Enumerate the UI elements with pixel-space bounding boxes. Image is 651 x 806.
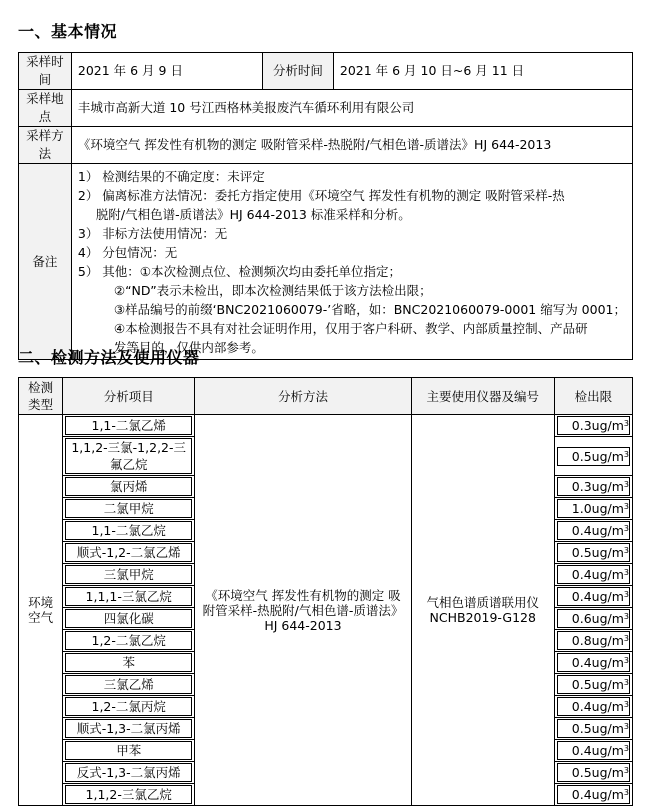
header-type-line2: 类型 — [28, 397, 54, 412]
limit-unit-sup: 3 — [623, 678, 629, 687]
remark-line: 4） 分包情况：无 — [77, 244, 178, 260]
method-instrument-table — [18, 377, 633, 806]
type-line2: 空气 — [28, 610, 54, 625]
analysis-item: 1,2-二氯丙烷 — [65, 697, 192, 716]
remarks-label: 备注 — [19, 164, 72, 360]
limit-unit-sup: 3 — [623, 744, 629, 753]
limit-unit: ug/m — [591, 743, 624, 758]
limit-value: 0.5 — [571, 448, 592, 464]
analysis-item-cell — [63, 564, 195, 586]
detection-limit-cell — [554, 784, 632, 806]
limit-unit-sup: 3 — [623, 419, 629, 428]
analysis-item-cell — [63, 498, 195, 520]
header-row — [19, 378, 633, 415]
sampling-time-label: 采样时间 — [19, 53, 72, 90]
header-type — [19, 378, 63, 415]
analysis-item: 三氯甲烷 — [65, 565, 192, 584]
detection-limit — [557, 416, 630, 435]
analysis-item-cell — [63, 740, 195, 762]
table-row — [19, 127, 633, 164]
detection-limit — [557, 477, 630, 496]
limit-unit: ug/m — [591, 418, 624, 433]
table-row — [19, 164, 633, 360]
analysis-item: 反式-1,3-二氯丙烯 — [65, 763, 192, 782]
table-row — [19, 53, 633, 90]
header-limit: 检出限 — [554, 378, 632, 415]
remark-line: 脱附/气相色谱-质谱法》HJ 644-2013 标准采样和分析。 — [95, 206, 411, 222]
analysis-item-cell — [63, 542, 195, 564]
limit-unit: ug/m — [591, 567, 624, 582]
remarks-cell — [71, 164, 632, 360]
limit-unit: ug/m — [591, 787, 624, 802]
limit-unit-sup: 3 — [623, 788, 629, 797]
detection-limit-cell — [554, 674, 632, 696]
detection-limit-cell — [554, 630, 632, 652]
limit-unit-sup: 3 — [623, 634, 629, 643]
detection-limit-cell — [554, 542, 632, 564]
analysis-item: 1,1,2-三氯-1,2,2-三氟乙烷 — [65, 438, 192, 474]
detection-type-cell — [19, 415, 63, 806]
remark-line: 发等目的，仅供内部参考。 — [113, 339, 264, 355]
header-type-line1: 检测 — [28, 380, 54, 395]
detection-limit — [557, 587, 630, 606]
detection-limit — [557, 499, 630, 518]
limit-value: 0.3 — [571, 479, 592, 494]
detection-limit — [557, 719, 630, 738]
analysis-item: 四氯化碳 — [65, 609, 192, 628]
detection-limit-cell — [554, 652, 632, 674]
analysis-item-cell — [63, 415, 195, 437]
sampling-method-value: 《环境空气 挥发性有机物的测定 吸附管采样-热脱附/气相色谱-质谱法》HJ 644-2013 — [71, 127, 632, 164]
analysis-item: 甲苯 — [65, 741, 192, 760]
limit-unit-sup: 3 — [623, 590, 629, 599]
method-line: 附管采样-热脱附/气相色谱-质谱法》 — [202, 602, 404, 618]
detection-limit-cell — [554, 498, 632, 520]
table-row — [19, 415, 633, 437]
detection-limit — [557, 609, 630, 628]
limit-unit-sup: 3 — [623, 612, 629, 621]
method-line: 《环境空气 挥发性有机物的测定 吸 — [205, 587, 401, 603]
basic-info-table — [18, 52, 633, 360]
limit-value: 0.5 — [571, 765, 592, 780]
analysis-item: 氯丙烯 — [65, 477, 192, 496]
analysis-item-cell — [63, 437, 195, 476]
limit-unit-sup: 3 — [623, 449, 629, 459]
limit-unit: ug/m — [591, 523, 624, 538]
table-row — [19, 90, 633, 127]
analysis-item: 1,2-二氯乙烷 — [65, 631, 192, 650]
limit-value: 0.6 — [571, 611, 592, 626]
detection-limit-cell — [554, 476, 632, 498]
detection-limit — [557, 653, 630, 672]
analysis-time-label: 分析时间 — [262, 53, 333, 90]
detection-limit — [557, 763, 630, 782]
detection-limit-cell — [554, 718, 632, 740]
analysis-item: 顺式-1,2-二氯乙烯 — [65, 543, 192, 562]
analysis-item: 苯 — [65, 653, 192, 672]
limit-unit: ug/m — [591, 611, 624, 626]
detection-limit — [557, 741, 630, 760]
remark-line: ③样品编号的前缀‘BNC2021060079-’省略，如：BNC2021060079-0001 缩写为 0001； — [113, 301, 626, 317]
analysis-item: 顺式-1,3-二氯丙烯 — [65, 719, 192, 738]
remark-line: 1） 检测结果的不确定度：未评定 — [77, 168, 265, 184]
detection-limit — [557, 697, 630, 716]
detection-limit — [557, 521, 630, 540]
analysis-item: 1,1-二氯乙烷 — [65, 521, 192, 540]
sampling-time-value: 2021 年 6 月 9 日 — [71, 53, 262, 90]
section2-title: 二、检测方法及使用仪器 — [18, 348, 200, 367]
remark-line: 2） 偏离标准方法情况：委托方指定使用《环境空气 挥发性有机物的测定 吸附管采样-热 — [77, 187, 565, 203]
analysis-method-cell — [195, 415, 412, 806]
header-method: 分析方法 — [195, 378, 412, 415]
instrument-name: 气相色谱质谱联用仪 — [426, 595, 539, 610]
limit-unit: ug/m — [591, 765, 624, 780]
limit-unit: ug/m — [591, 589, 624, 604]
analysis-item-cell — [63, 586, 195, 608]
detection-limit-cell — [554, 437, 632, 476]
header-instrument: 主要使用仪器及编号 — [411, 378, 554, 415]
remark-line: 5） 其他：①本次检测点位、检测频次均由委托单位指定； — [77, 263, 402, 279]
limit-unit-sup: 3 — [623, 546, 629, 555]
analysis-item-cell — [63, 762, 195, 784]
section1-title: 一、基本情况 — [18, 22, 118, 41]
analysis-item: 二氯甲烷 — [65, 499, 192, 518]
limit-unit: ug/m — [591, 545, 624, 560]
limit-unit: ug/m — [591, 633, 624, 648]
limit-unit: ug/m — [591, 721, 624, 736]
sampling-location-label: 采样地点 — [19, 90, 72, 127]
instrument-id: NCHB2019-G128 — [429, 610, 536, 625]
limit-value: 0.4 — [571, 787, 592, 802]
analysis-item-cell — [63, 784, 195, 806]
limit-unit-sup: 3 — [623, 700, 629, 709]
instrument-cell — [411, 415, 554, 806]
limit-unit: ug/m — [591, 655, 624, 670]
method-line: HJ 644-2013 — [264, 617, 342, 633]
detection-limit — [557, 785, 630, 804]
detection-limit — [557, 543, 630, 562]
sampling-method-label: 采样方法 — [19, 127, 72, 164]
analysis-item: 1,1,2-三氯乙烷 — [65, 785, 192, 804]
detection-limit — [557, 565, 630, 584]
limit-value: 0.4 — [571, 523, 592, 538]
detection-limit-cell — [554, 762, 632, 784]
analysis-item-cell — [63, 718, 195, 740]
analysis-item-cell — [63, 520, 195, 542]
analysis-item-cell — [63, 630, 195, 652]
remark-line: ④本检测报告不具有对社会证明作用，仅用于客户科研、教学、内部质量控制、产品研 — [113, 320, 588, 336]
remark-line: 3） 非标方法使用情况：无 — [77, 225, 228, 241]
limit-unit-sup: 3 — [623, 766, 629, 775]
limit-unit: ug/m — [591, 448, 624, 464]
detection-limit-cell — [554, 608, 632, 630]
detection-limit-cell — [554, 740, 632, 762]
analysis-item: 1,1-二氯乙烯 — [65, 416, 192, 435]
detection-limit-cell — [554, 586, 632, 608]
limit-unit: ug/m — [591, 501, 624, 516]
limit-unit-sup: 3 — [623, 502, 629, 511]
analysis-item-cell — [63, 608, 195, 630]
analysis-item: 1,1,1-三氯乙烷 — [65, 587, 192, 606]
limit-value: 0.4 — [571, 743, 592, 758]
detection-limit — [557, 447, 630, 466]
limit-value: 0.8 — [571, 633, 592, 648]
limit-value: 1.0 — [571, 501, 592, 516]
detection-limit-cell — [554, 696, 632, 718]
limit-unit-sup: 3 — [623, 722, 629, 731]
limit-unit-sup: 3 — [623, 656, 629, 665]
detection-limit — [557, 631, 630, 650]
limit-value: 0.3 — [571, 418, 592, 433]
limit-unit-sup: 3 — [623, 568, 629, 577]
analysis-item-cell — [63, 674, 195, 696]
analysis-item-cell — [63, 696, 195, 718]
analysis-item-cell — [63, 652, 195, 674]
limit-unit: ug/m — [591, 479, 624, 494]
detection-limit-cell — [554, 415, 632, 437]
type-line1: 环境 — [28, 595, 54, 610]
detection-limit-cell — [554, 520, 632, 542]
detection-limit — [557, 675, 630, 694]
analysis-item-cell — [63, 476, 195, 498]
limit-value: 0.5 — [571, 677, 592, 692]
limit-unit: ug/m — [591, 677, 624, 692]
header-item: 分析项目 — [63, 378, 195, 415]
detection-limit-cell — [554, 564, 632, 586]
limit-unit: ug/m — [591, 699, 624, 714]
limit-value: 0.4 — [571, 655, 592, 670]
limit-unit-sup: 3 — [623, 524, 629, 533]
analysis-time-value: 2021 年 6 月 10 日~6 月 11 日 — [333, 53, 632, 90]
limit-unit-sup: 3 — [623, 480, 629, 489]
limit-value: 0.4 — [571, 589, 592, 604]
sampling-location-value: 丰城市高新大道 10 号江西格林美报废汽车循环利用有限公司 — [71, 90, 632, 127]
limit-value: 0.4 — [571, 699, 592, 714]
remark-line: ②“ND”表示未检出，即本次检测结果低于该方法检出限； — [113, 282, 432, 298]
analysis-item: 三氯乙烯 — [65, 675, 192, 694]
limit-value: 0.5 — [571, 545, 592, 560]
limit-value: 0.5 — [571, 721, 592, 736]
limit-value: 0.4 — [571, 567, 592, 582]
